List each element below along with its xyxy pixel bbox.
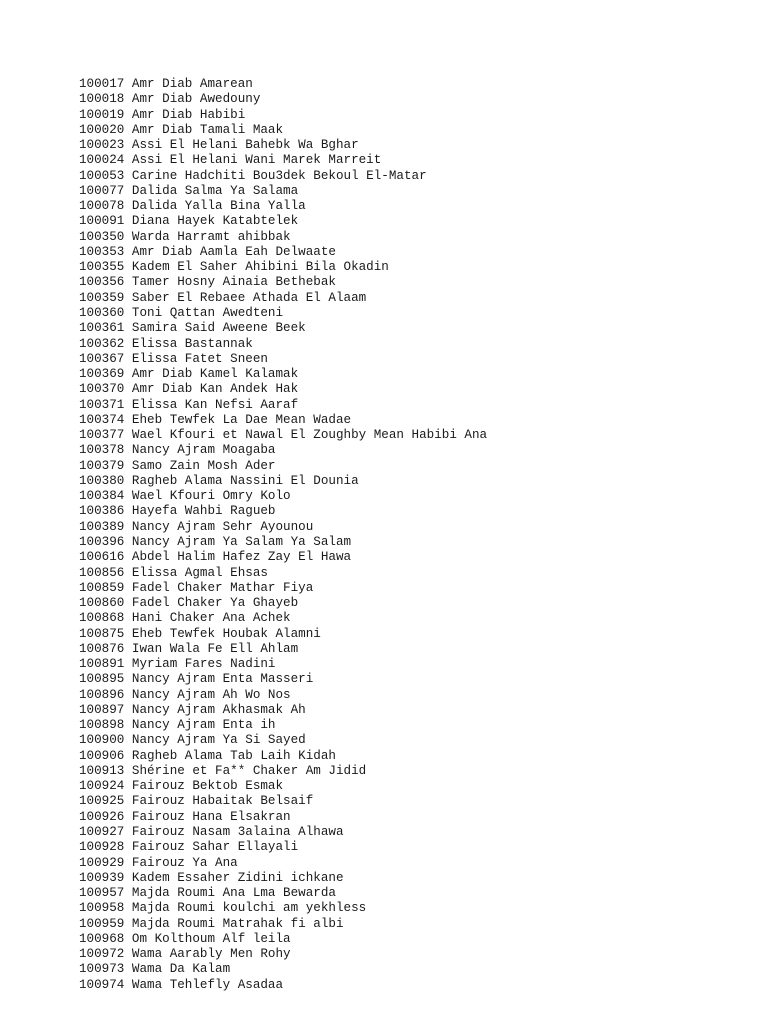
list-item: 100906 Ragheb Alama Tab Laih Kidah (79, 748, 336, 763)
list-item: 100959 Majda Roumi Matrahak fi albi (79, 916, 344, 931)
list-item: 100929 Fairouz Ya Ana (79, 855, 238, 870)
list-item: 100389 Nancy Ajram Sehr Ayounou (79, 519, 314, 534)
list-item: 100927 Fairouz Nasam 3alaina Alhawa (79, 825, 344, 840)
list-item: 100367 Elissa Fatet Sneen (79, 351, 268, 366)
list-item: 100968 Om Kolthoum Alf leila (79, 931, 291, 946)
song-list (79, 77, 487, 993)
list-item: 100860 Fadel Chaker Ya Ghayeb (79, 596, 299, 611)
list-item: 100024 Assi El Helani Wani Marek Marreit (79, 153, 382, 168)
list-item: 100350 Warda Harramt ahibbak (79, 229, 291, 244)
list-item: 100972 Wama Aarably Men Rohy (79, 947, 291, 962)
list-item: 100396 Nancy Ajram Ya Salam Ya Salam (79, 534, 352, 549)
list-item: 100023 Assi El Helani Bahebk Wa Bghar (79, 138, 359, 153)
list-item: 100973 Wama Da Kalam (79, 962, 231, 977)
list-item: 100913 Shérine et Fa** Chaker Am Jidid (79, 763, 367, 778)
list-item: 100856 Elissa Agmal Ehsas (79, 565, 268, 580)
list-item: 100957 Majda Roumi Ana Lma Bewarda (79, 886, 336, 901)
list-item: 100017 Amr Diab Amarean (79, 77, 253, 91)
list-item: 100926 Fairouz Hana Elsakran (79, 809, 291, 824)
list-item: 100077 Dalida Salma Ya Salama (79, 183, 299, 198)
list-item: 100928 Fairouz Sahar Ellayali (79, 840, 299, 855)
list-item: 100859 Fadel Chaker Mathar Fiya (79, 580, 314, 595)
list-item: 100868 Hani Chaker Ana Achek (79, 611, 291, 626)
list-item: 100360 Toni Qattan Awedteni (79, 305, 284, 320)
list-item: 100891 Myriam Fares Nadini (79, 657, 276, 672)
list-item: 100379 Samo Zain Mosh Ader (79, 458, 276, 473)
list-item: 100359 Saber El Rebaee Athada El Alaam (79, 290, 367, 305)
list-item: 100019 Amr Diab Habibi (79, 107, 246, 122)
list-item: 100384 Wael Kfouri Omry Kolo (79, 489, 291, 504)
list-item: 100020 Amr Diab Tamali Maak (79, 122, 284, 137)
list-item: 100053 Carine Hadchiti Bou3dek Bekoul El-Matar (79, 168, 427, 183)
list-item: 100897 Nancy Ajram Akhasmak Ah (79, 702, 306, 717)
list-item: 100895 Nancy Ajram Enta Masseri (79, 672, 314, 687)
list-item: 100875 Eheb Tewfek Houbak Alamni (79, 626, 321, 641)
list-item: 100900 Nancy Ajram Ya Si Sayed (79, 733, 306, 748)
list-item: 100371 Elissa Kan Nefsi Aaraf (79, 397, 299, 412)
list-item: 100369 Amr Diab Kamel Kalamak (79, 367, 299, 382)
list-item: 100377 Wael Kfouri et Nawal El Zoughby Mean Habibi Ana (79, 428, 488, 443)
list-item: 100361 Samira Said Aweene Beek (79, 321, 306, 336)
list-item: 100898 Nancy Ajram Enta ih (79, 718, 276, 733)
list-item: 100616 Abdel Halim Hafez Zay El Hawa (79, 550, 352, 565)
list-item: 100378 Nancy Ajram Moagaba (79, 443, 276, 458)
list-item: 100355 Kadem El Saher Ahibini Bila Okadin (79, 260, 389, 275)
list-item: 100370 Amr Diab Kan Andek Hak (79, 382, 299, 397)
list-item: 100924 Fairouz Bektob Esmak (79, 779, 284, 794)
list-item: 100974 Wama Tehlefly Asadaa (79, 977, 284, 992)
list-item: 100876 Iwan Wala Fe Ell Ahlam (79, 641, 299, 656)
list-item: 100939 Kadem Essaher Zidini ichkane (79, 870, 344, 885)
list-item: 100958 Majda Roumi koulchi am yekhless (79, 901, 367, 916)
list-item: 100356 Tamer Hosny Ainaia Bethebak (79, 275, 336, 290)
list-item: 100380 Ragheb Alama Nassini El Dounia (79, 473, 359, 488)
list-item: 100091 Diana Hayek Katabtelek (79, 214, 299, 229)
list-item: 100374 Eheb Tewfek La Dae Mean Wadae (79, 412, 352, 427)
list-item: 100362 Elissa Bastannak (79, 336, 253, 351)
list-item: 100386 Hayefa Wahbi Ragueb (79, 504, 276, 519)
list-item: 100078 Dalida Yalla Bina Yalla (79, 199, 306, 214)
list-item: 100925 Fairouz Habaitak Belsaif (79, 794, 314, 809)
list-item: 100896 Nancy Ajram Ah Wo Nos (79, 687, 291, 702)
list-item: 100018 Amr Diab Awedouny (79, 92, 261, 107)
list-item: 100353 Amr Diab Aamla Eah Delwaate (79, 244, 336, 259)
